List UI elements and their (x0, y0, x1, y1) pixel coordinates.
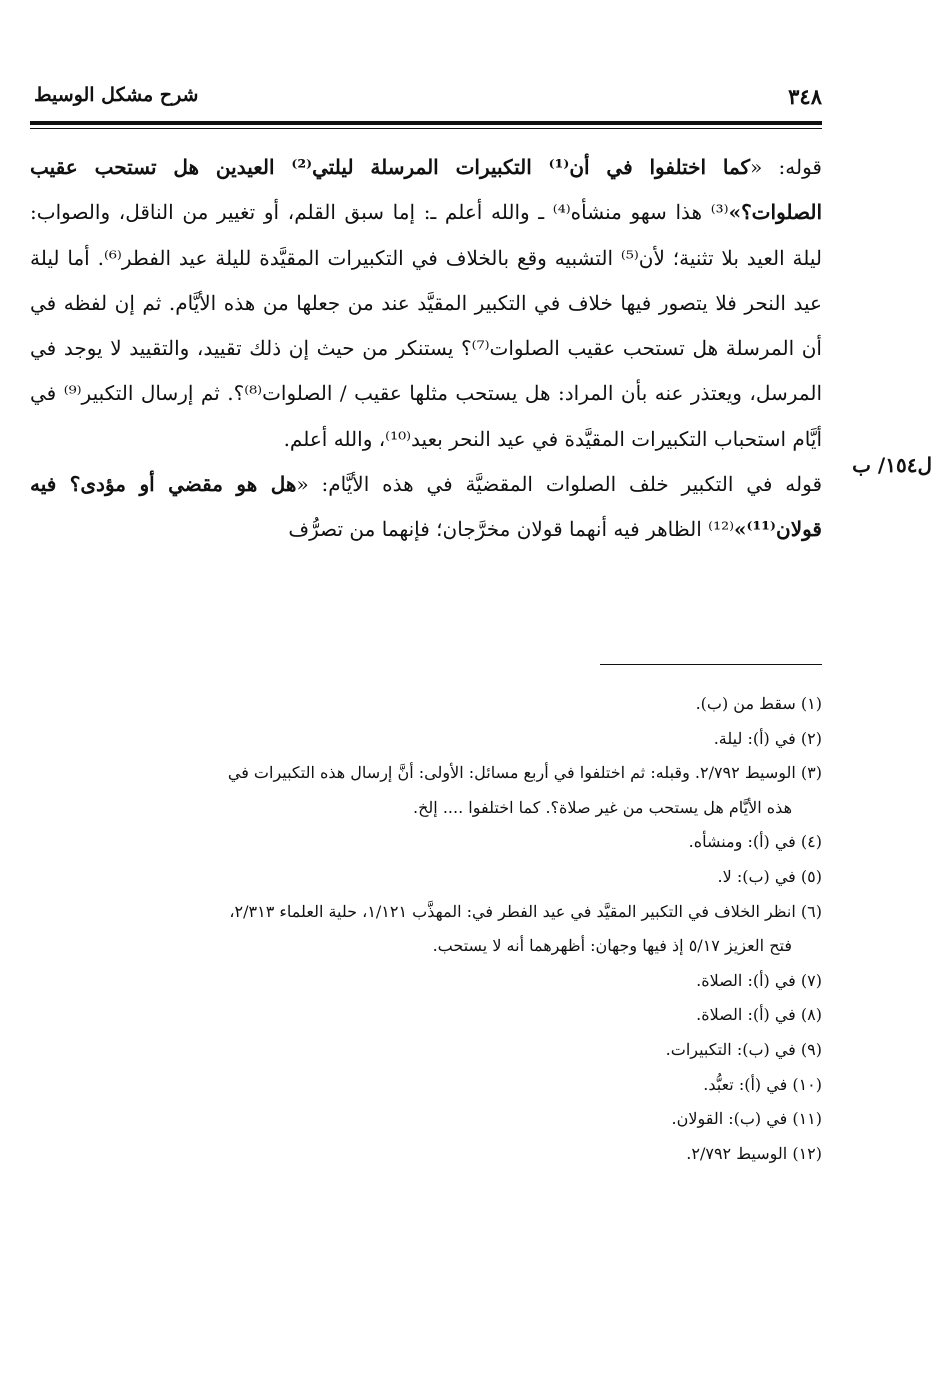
footnote: (١٠) في (أ): تعبُّد. (703, 1074, 822, 1094)
quoted-text: كما اختلفوا في أن⁽¹⁾ التكبيرات المرسلة ليلتي⁽²⁾ العيدين هل تستحب عقيب الصلوات؟» (30, 155, 823, 225)
footnote: (١٢) الوسيط ٢/٧٩٢. (686, 1143, 822, 1163)
footnote-continuation: فتح العزيز ٥/١٧ إذ فيها وجهان: أظهرهما أنه لا يستحب. (432, 936, 792, 956)
header-rule (30, 121, 822, 125)
running-title: شرح مشكل الوسيط (34, 84, 199, 106)
footnote-separator (600, 664, 822, 665)
body-paragraph: قوله: «كما اختلفوا في أن⁽¹⁾ التكبيرات المرسلة ليلتي⁽²⁾ العيدين هل تستحب عقيب الصلوات؟»⁽³⁾ هذا سهو منشأه⁽⁴⁾ ـ والله أعلم ـ: إما سبق القلم، أو تغيير من الناقل، والصواب: ليلة العيد بلا تثنية؛ لأن⁽⁵⁾ التشبيه وقع بالخلاف في التكبيرات المقيَّدة لليلة عيد الفطر⁽⁶⁾. أما ليلة عيد النحر فلا يتصور فيها خلاف في التكبير المقيَّد عند من جعلها من هذه الأيَّام. ثم إن لفظه في أن المرسلة هل تستحب عقيب الصلوات⁽⁷⁾؟ يستنكر من حيث إن ذلك تقييد، والتقييد لا يوجد في المرسل، ويعتذر عنه بأن المراد: هل يستحب مثلها عقيب / الصلوات⁽⁸⁾؟. ثم إرسال التكبير⁽⁹⁾ في أيَّام استحباب التكبيرات المقيَّدة في عيد النحر بعيد⁽¹⁰⁾، والله أعلم. (30, 155, 823, 451)
footnote: (١) سقط من (ب). (695, 694, 822, 713)
body-paragraph: قوله في التكبير خلف الصلوات المقضيَّة في هذه الأيَّام: «هل هو مقضي أو مؤدى؟ فيه قولان⁽¹¹⁾»⁽¹²⁾ الظاهر فيه أنهما قولان مخرَّجان؛ فإنهما من تصرُّف (30, 472, 823, 542)
footnote: (٧) في (أ): الصلاة. (696, 970, 822, 990)
page-number: ٣٤٨ (788, 84, 822, 109)
footnote: (١١) في (ب): القولان. (671, 1109, 822, 1129)
footnote: (٩) في (ب): التكبيرات. (665, 1039, 822, 1059)
header-rule-thin (30, 128, 822, 129)
footnote: (٤) في (أ): ومنشأه. (688, 832, 822, 852)
page-header (30, 84, 822, 120)
footnote: (٨) في (أ): الصلاة. (696, 1005, 822, 1025)
quoted-text: هل هو مقضي أو مؤدى؟ فيه قولان⁽¹¹⁾» (30, 472, 822, 542)
footnote: (٣) الوسيط ٢/٧٩٢. وقبله: ثم اختلفوا في أربع مسائل: الأولى: أنَّ إرسال هذه التكبيرات في (227, 763, 822, 783)
footnote: (٦) انظر الخلاف في التكبير المقيَّد في عيد الفطر في: المهذَّب ١/١٢١، حلية العلماء ٢/٣١٣، (229, 901, 822, 921)
manuscript-folio-marker: ل١٥٤/ ب (852, 453, 932, 477)
footnotes (30, 687, 822, 1171)
main-text (30, 145, 822, 553)
footnote: (٢) في (أ): ليلة. (713, 728, 822, 748)
footnote-continuation: هذه الأيَّام هل يستحب من غير صلاة؟. كما اختلفوا .... إلخ. (413, 797, 792, 817)
footnote: (٥) في (ب): لا. (717, 866, 822, 886)
